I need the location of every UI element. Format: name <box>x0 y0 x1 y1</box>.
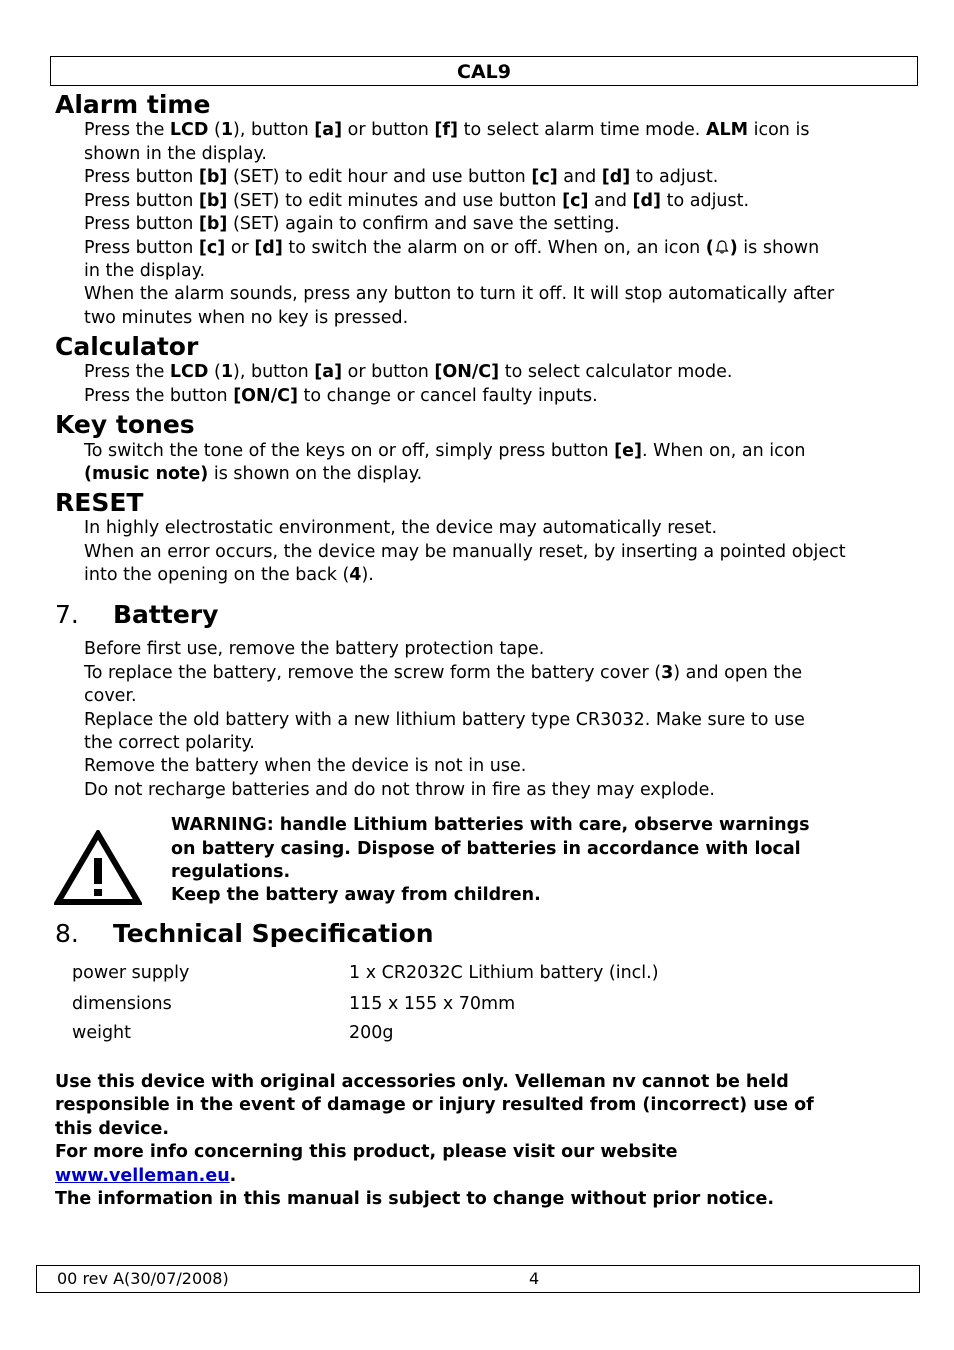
key-tones-line-1: To switch the tone of the keys on or off, simply press button [e]. When on, an icon <box>84 441 806 461</box>
battery-line-4: Replace the old battery with a new lithium battery type CR3032. Make sure to use <box>84 710 805 730</box>
alarm-line-7: in the display. <box>84 261 206 281</box>
battery-heading <box>55 600 218 630</box>
reset-line-2: When an error occurs, the device may be manually reset, by inserting a pointed object <box>84 542 846 562</box>
alarm-bell-icon <box>714 239 730 263</box>
alarm-line-8: When the alarm sounds, press any button to turn it off. It will stop automatically after <box>84 284 835 304</box>
spec-label: weight <box>72 1023 132 1043</box>
warning-line-4: Keep the battery away from children. <box>171 885 541 905</box>
notice-line-4: For more info concerning this product, please visit our website <box>55 1142 678 1162</box>
reset-heading: RESET <box>55 488 144 517</box>
website-link[interactable]: www.velleman.eu <box>55 1166 230 1186</box>
reset-line-1: In highly electrostatic environment, the device may automatically reset. <box>84 518 718 538</box>
battery-line-1: Before first use, remove the battery protection tape. <box>84 639 545 659</box>
alarm-line-2: shown in the display. <box>84 144 267 164</box>
notice-line-3: this device. <box>55 1119 170 1139</box>
spec-value: 115 x 155 x 70mm <box>349 994 516 1014</box>
document-footer <box>36 1265 920 1293</box>
document-header <box>50 56 918 86</box>
calculator-line-1: Press the LCD (1), button [a] or button [ON/C] to select calculator mode. <box>84 362 733 382</box>
section-number: 8. <box>55 919 79 948</box>
section-title: Technical Specification <box>113 919 434 948</box>
warning-triangle-icon <box>54 830 142 906</box>
warning-line-1: WARNING: handle Lithium batteries with care, observe warnings <box>171 815 810 835</box>
alarm-line-3: Press button [b] (SET) to edit hour and use button [c] and [d] to adjust. <box>84 167 719 187</box>
key-tones-line-2: (music note) is shown on the display. <box>84 464 423 484</box>
alarm-time-heading: Alarm time <box>55 90 211 119</box>
key-tones-heading: Key tones <box>55 410 195 439</box>
spec-value: 1 x CR2032C Lithium battery (incl.) <box>349 963 659 983</box>
alarm-line-4: Press button [b] (SET) to edit minutes and use button [c] and [d] to adjust. <box>84 191 750 211</box>
battery-line-7: Do not recharge batteries and do not throw in fire as they may explode. <box>84 780 715 800</box>
page-number: 4 <box>529 1269 540 1288</box>
revision-date: 00 rev A(30/07/2008) <box>57 1269 229 1288</box>
battery-line-6: Remove the battery when the device is not in use. <box>84 756 527 776</box>
battery-line-3: cover. <box>84 686 137 706</box>
battery-line-5: the correct polarity. <box>84 733 255 753</box>
alarm-line-6: Press button [c] or [d] to switch the alarm on or off. When on, an icon ( ) is shown <box>84 237 914 263</box>
section-number: 7. <box>55 600 79 629</box>
section-title: Battery <box>113 600 219 629</box>
notice-line-2: responsible in the event of damage or injury resulted from (incorrect) use of <box>55 1095 814 1115</box>
notice-line-6: The information in this manual is subject to change without prior notice. <box>55 1189 775 1209</box>
spec-label: power supply <box>72 963 190 983</box>
warning-line-3: regulations. <box>171 862 291 882</box>
reset-line-3: into the opening on the back (4). <box>84 565 374 585</box>
spec-heading <box>55 919 434 949</box>
alarm-line-5: Press button [b] (SET) again to confirm and save the setting. <box>84 214 620 234</box>
calculator-line-2: Press the button [ON/C] to change or cancel faulty inputs. <box>84 386 598 406</box>
product-code: CAL9 <box>457 61 511 83</box>
notice-line-5: www.velleman.eu. <box>55 1166 237 1186</box>
calculator-heading: Calculator <box>55 332 199 361</box>
battery-line-2: To replace the battery, remove the screw form the battery cover (3) and open the <box>84 663 803 683</box>
spec-label: dimensions <box>72 994 172 1014</box>
warning-line-2: on battery casing. Dispose of batteries in accordance with local <box>171 839 801 859</box>
spec-value: 200g <box>349 1023 394 1043</box>
notice-line-1: Use this device with original accessories only. Velleman nv cannot be held <box>55 1072 789 1092</box>
alarm-line-9: two minutes when no key is pressed. <box>84 308 409 328</box>
alarm-line-1: Press the LCD (1), button [a] or button [f] to select alarm time mode. ALM icon is <box>84 120 810 140</box>
